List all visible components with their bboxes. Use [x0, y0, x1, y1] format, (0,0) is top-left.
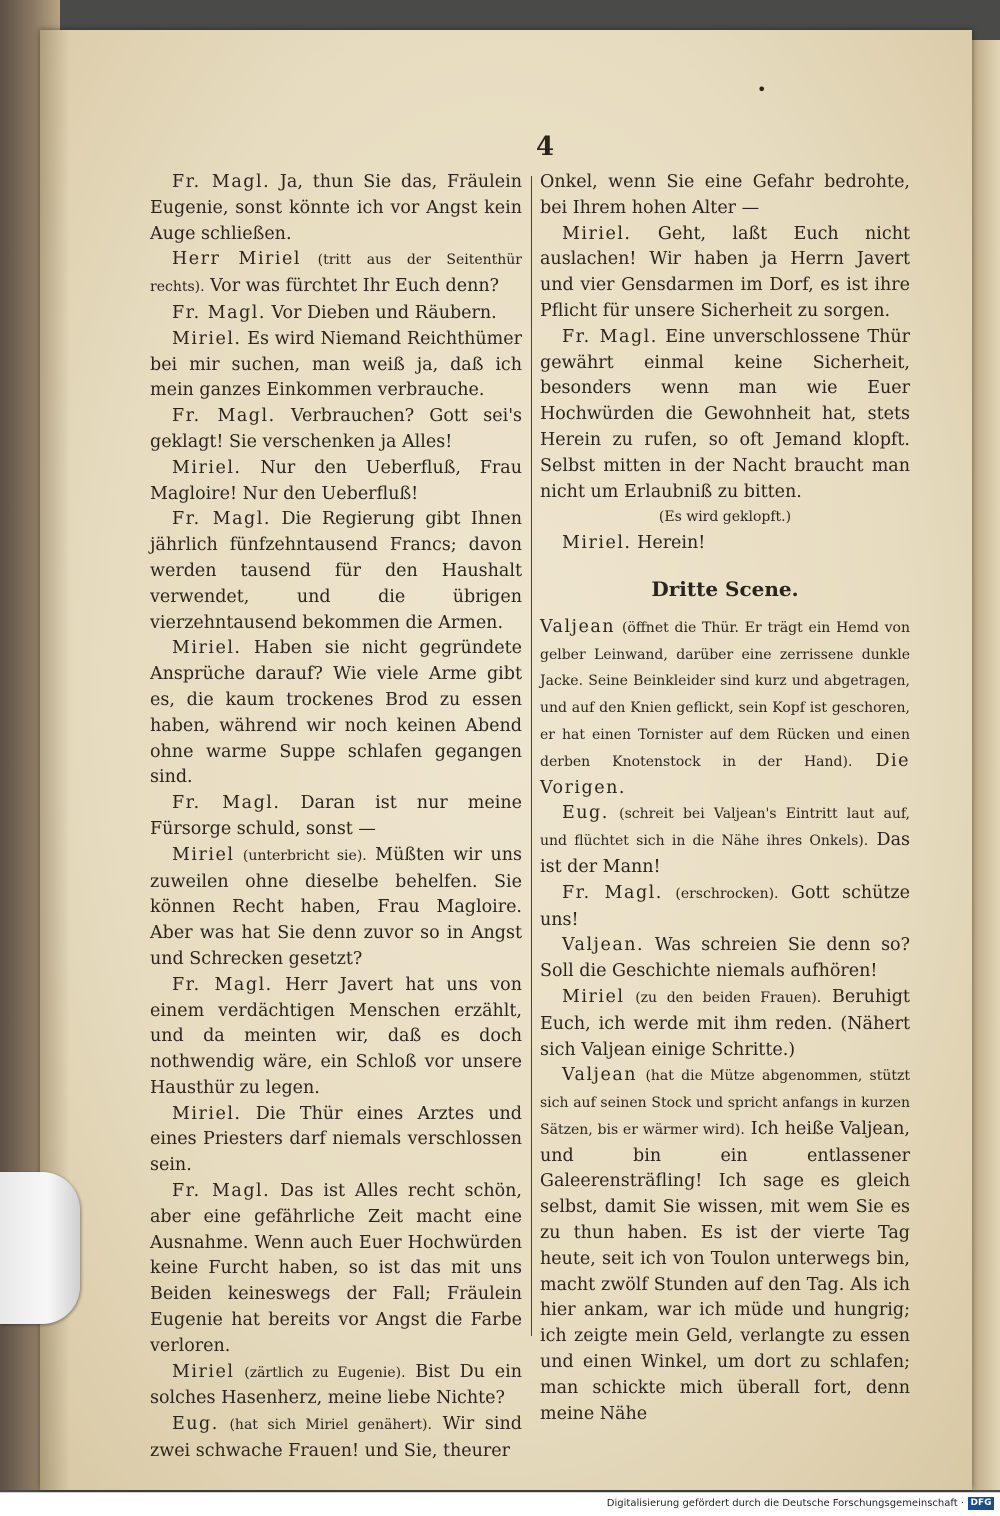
footer-bar	[0, 1492, 1000, 1516]
dfg-logo-icon: DFG	[968, 1497, 994, 1510]
stage-direction-line: (Es wird geklopft.)	[658, 509, 792, 526]
dialogue-text: Ja, thun Sie das, Fräulein Eugenie, sonst könnte ich vor Angst kein Auge schließen.	[150, 172, 522, 244]
dialogue-text: Die Regierung gibt Ihnen jährlich fünfzehntausend Francs; davon werden tausend für den Haushalt verwendet, und die übrigen vierzehntausend bekommen die Armen.	[150, 509, 522, 633]
dialogue-line	[150, 327, 522, 404]
dialogue-line	[150, 1102, 522, 1179]
dialogue-text: Herein!	[637, 533, 706, 554]
page-mark: •	[757, 80, 767, 99]
speaker-name: Miriel	[562, 986, 625, 1007]
dialogue-text: Eine unverschlossene Thür gewährt einmal keine Sicherheit, besonders wenn man wie Euer Hochwürden die Gewohnheit hat, stets Herein zu rufen, so oft Jemand klopft. Selbst mitten in der Nacht braucht man nicht um Erlaubniß zu bitten.	[540, 326, 910, 502]
speaker-name: Fr. Magl.	[172, 172, 271, 192]
dialogue-text: Daran ist nur meine Fürsorge schuld, sonst —	[150, 793, 522, 839]
dialogue-text: Herr Javert hat uns von einem verdächtigen Menschen erzählt, und da meinten wir, daß es doch nothwendig wäre, ein Schloß vor unsere Hausthür zu legen.	[150, 974, 522, 1098]
paper-clip	[0, 1172, 80, 1324]
dialogue-text: Die Thür eines Arztes und eines Priesters darf niemals verschlossen sein.	[150, 1103, 522, 1176]
dialogue-line	[150, 791, 522, 843]
dialogue-line	[150, 170, 522, 247]
speaker-name: Miriel.	[172, 457, 242, 478]
dialogue-text: Müßten wir uns zuweilen ohne dieselbe behelfen. Sie können Recht haben, Frau Magloire. Aber was hat Sie denn zuvor so in Angst und Schrecken gesetzt?	[150, 844, 522, 969]
speaker-name: Fr. Magl.	[562, 882, 663, 903]
dialogue-line	[540, 881, 910, 934]
stage-direction: (hat die Mütze abgenommen, stützt sich auf seinen Stock und spricht anfangs in kurzen Sätzen, bis er wärmer wird).	[540, 1068, 910, 1138]
dialogue-text: Haben sie nicht gegründete Ansprüche darauf? Wie viele Arme gibt es, die kaum trockenes Brod zu essen haben, während wir noch keinen Abend ohne warme Suppe schlafen gegangen sind.	[150, 638, 522, 788]
next-page-edge	[968, 40, 1000, 1490]
dialogue-line	[540, 325, 910, 506]
dialogue-text: Geht, laßt Euch nicht auslachen! Wir haben ja Herrn Javert und vier Gensdarmen im Dorf, es ist ihre Pflicht für unsere Sicherheit zu sorgen.	[540, 223, 910, 321]
speaker-name: Fr. Magl.	[172, 509, 271, 530]
speaker-name: Herr Miriel	[172, 249, 301, 270]
dialogue-line	[150, 843, 522, 973]
stage-direction: (unterbricht sie).	[242, 847, 367, 864]
speaker-name: Fr. Magl.	[172, 974, 273, 995]
speaker-name: Miriel.	[172, 638, 242, 659]
dialogue-line	[540, 615, 910, 802]
stage-direction: (zu den beiden Frauen).	[635, 989, 822, 1006]
dialogue-line	[150, 1179, 522, 1360]
dialogue-text: Das ist der Mann!	[540, 830, 910, 877]
dialogue-text: Bist Du ein solches Hasenherz, meine liebe Nichte?	[150, 1361, 522, 1409]
left-column	[150, 170, 522, 1465]
speaker-name: Valjean	[540, 616, 616, 637]
dialogue-line	[540, 985, 910, 1063]
stage-direction: (tritt aus der Seitenthür rechts).	[150, 252, 522, 296]
dialogue-line	[540, 1063, 910, 1427]
speaker-name: Eug.	[172, 1414, 219, 1435]
dialogue-line	[540, 531, 910, 557]
dialogue-text: Beruhigt Euch, ich werde mit ihm reden. (Nähert sich Valjean einige Schritte.)	[540, 986, 910, 1060]
stage-direction: (hat sich Miriel genähert).	[229, 1417, 432, 1434]
continued-text: Onkel, wenn Sie eine Gefahr bedrohte, bei Ihrem hohen Alter —	[540, 172, 910, 218]
speaker-name: Eug.	[562, 803, 609, 824]
dialogue-text: Was schreien Sie denn so? Soll die Geschichte niemals aufhören!	[540, 935, 910, 982]
stage-direction: (erschrocken).	[675, 885, 779, 902]
dialogue-line	[150, 973, 522, 1102]
speaker-name: Miriel.	[172, 328, 242, 349]
page-number: 4	[536, 132, 555, 162]
dialogue-text: Vor was fürchtet Ihr Euch denn?	[210, 276, 500, 297]
dialogue-text: Das ist Alles recht schön, aber eine gefährliche Zeit macht eine Ausnahme. Wenn auch Euer Hochwürden keine Furcht haben, so ist das mit uns Beiden keineswegs der Fall; Fräulein Eugenie hat bereits vor Angst die Farbe verloren.	[150, 1181, 522, 1356]
speaker-name: Valjean.	[562, 935, 645, 956]
dialogue-text: Es wird Niemand Reichthümer bei mir suchen, man weiß ja, daß ich mein ganzes Einkommen verbrauche.	[150, 328, 522, 401]
speaker-name: Fr. Magl.	[172, 793, 281, 814]
speaker-name: Miriel.	[562, 533, 632, 554]
dialogue-text: Wir sind zwei schwache Frauen! und Sie, theurer	[150, 1414, 522, 1462]
speaker-name: Fr. Magl.	[172, 1181, 271, 1202]
speaker-name: Valjean	[562, 1065, 638, 1086]
scene-heading: Dritte Scene.	[651, 576, 799, 601]
speaker-name: Fr. Magl.	[172, 302, 266, 323]
stage-direction: (zärtlich zu Eugenie).	[244, 1364, 406, 1381]
dialogue-line	[150, 636, 522, 791]
speaker-name: Fr. Magl.	[172, 406, 276, 427]
speaker-name: Miriel	[172, 1361, 235, 1382]
dialogue-line	[150, 456, 522, 508]
dialogue-text: Nur den Ueberfluß, Frau Magloire! Nur den Ueberfluß!	[150, 457, 522, 504]
speaker-name: Miriel.	[172, 1103, 242, 1124]
footer-credit: Digitalisierung gefördert durch die Deutsche Forschungsgemeinschaft ·	[606, 1498, 964, 1509]
dialogue-text: Ich heiße Valjean, und bin ein entlassener Galeerensträfling! Ich sage es gleich selbst, damit Sie wissen, mit wem Sie es zu thun haben. Es ist der vierte Tag heute, seit ich von Toulon unterwegs bin, macht zwölf Stunden auf den Tag. Als ich hier ankam, war ich müde und hungrig; ich zeigte mein Geld, verlangte zu essen und einen Winkel, um dort zu schlafen; man schickte mich überall fort, denn meine Nähe	[540, 1118, 910, 1424]
dialogue-line	[150, 1412, 522, 1465]
dialogue-line	[540, 801, 910, 880]
right-column	[540, 170, 910, 1427]
dialogue-text: Gott schütze uns!	[540, 882, 910, 930]
speaker-name: Miriel.	[562, 223, 632, 244]
dialogue-line	[540, 222, 910, 325]
dialogue-text: Verbrauchen? Gott sei's geklagt! Sie verschenken ja Alles!	[150, 406, 522, 452]
speaker-name: Miriel	[172, 844, 235, 865]
column-divider	[531, 176, 532, 1336]
dialogue-text: Die Vorigen.	[540, 750, 910, 798]
dialogue-line	[150, 1360, 522, 1413]
speaker-name: Fr. Magl.	[562, 326, 658, 347]
dialogue-text: Vor Dieben und Räubern.	[271, 302, 497, 323]
dialogue-line	[150, 247, 522, 301]
dialogue-line	[540, 933, 910, 985]
stage-direction: (öffnet die Thür. Er trägt ein Hemd von gelber Leinwand, darüber eine zerrissene dunkle Jacke. Seine Beinkleider sind kurz und abgetragen, und auf den Knien geflickt, sein Kopf ist geschoren, er hat einen Tornister auf dem Rücken und einen derben Knotenstock in der Hand).	[540, 619, 910, 770]
stage-direction: (schreit bei Valjean's Eintritt laut auf, und flüchtet sich in die Nähe ihres Onkels).	[540, 806, 910, 850]
dialogue-line	[150, 507, 522, 636]
dialogue-line	[150, 404, 522, 456]
dialogue-line	[150, 301, 522, 327]
